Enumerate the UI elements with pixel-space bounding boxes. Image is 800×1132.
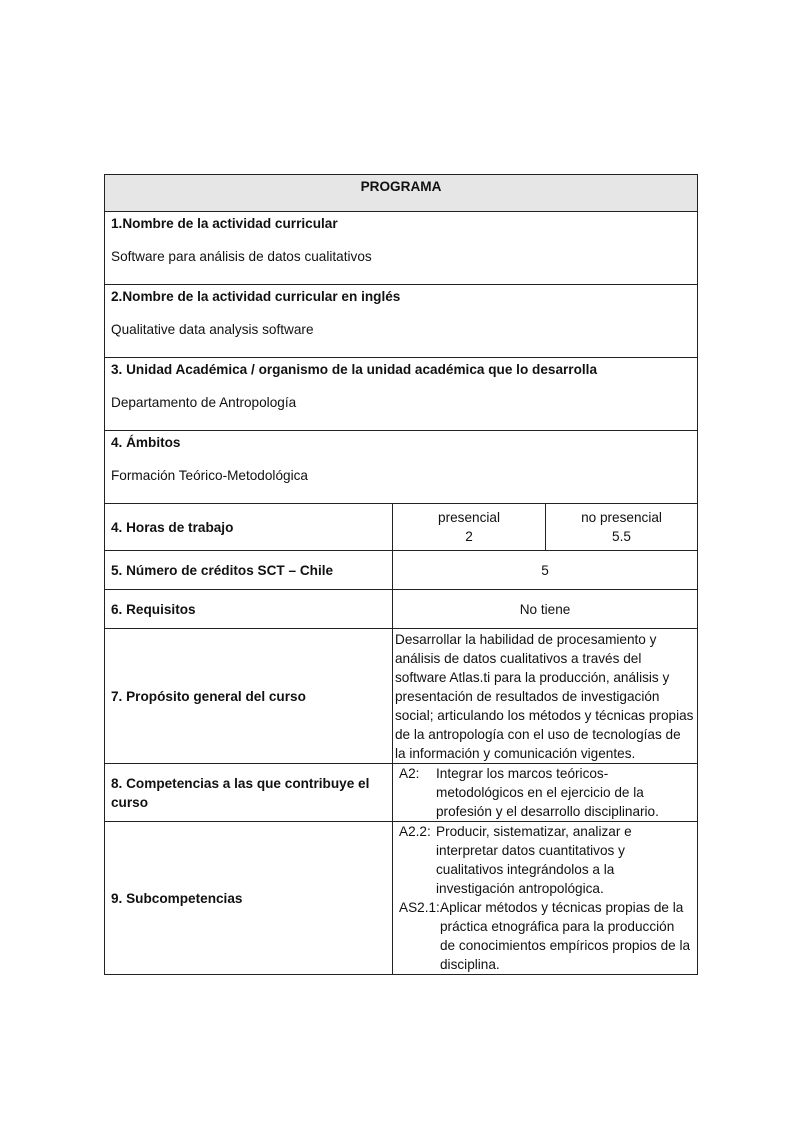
presencial-cell: [393, 504, 546, 551]
subcompetencies-list: [393, 822, 698, 975]
row-requirements: [105, 590, 698, 629]
competency-text: Integrar los marcos teóricos-metodológicos en el ejercicio de la profesión y el desarrollo disciplinario.: [436, 766, 659, 819]
no-presencial-label: no presencial: [581, 510, 662, 525]
list-item: [399, 764, 691, 821]
section-title: 4. Ámbitos: [111, 435, 181, 450]
row-purpose: [105, 629, 698, 764]
list-item: [399, 822, 691, 898]
row-subcompetencies: [105, 822, 698, 975]
subcompetency-text: Producir, sistematizar, analizar e interpretar datos cuantitativos y cualitativos integrándolos a la investigación antropológica.: [436, 824, 632, 896]
row-credits: [105, 551, 698, 590]
no-presencial-value: 5.5: [612, 529, 631, 544]
table-header: PROGRAMA: [105, 175, 698, 212]
section-value: Software para análisis de datos cualitativos: [111, 249, 372, 264]
section-title: 2.Nombre de la actividad curricular en inglés: [111, 289, 401, 304]
program-table: [104, 174, 698, 975]
section-title: 1.Nombre de la actividad curricular: [111, 216, 338, 231]
section-activity-name-english: [105, 285, 698, 358]
purpose-label: 7. Propósito general del curso: [105, 629, 393, 764]
subcompetencies-label: 9. Subcompetencias: [105, 822, 393, 975]
credits-label: 5. Número de créditos SCT – Chile: [105, 551, 393, 590]
competencies-list: [393, 764, 698, 822]
list-item: [399, 898, 691, 974]
subcompetency-code: A2.2:: [399, 824, 431, 839]
presencial-label: presencial: [438, 510, 500, 525]
competency-code: A2:: [399, 766, 420, 781]
purpose-value: Desarrollar la habilidad de procesamiento y análisis de datos cualitativos a través del software Atlas.ti para la producción, análisis y presentación de resultados de investigación social; articulando los métodos y técnicas propias de la antropología con el uso de tecnologías de la información y comunicación vigentes.: [393, 629, 698, 764]
section-activity-name: [105, 212, 698, 285]
section-ambitos: [105, 431, 698, 504]
subcompetency-text: Aplicar métodos y técnicas propias de la práctica etnográfica para la producción de conocimientos empíricos propios de la disciplina.: [440, 900, 691, 972]
section-value: Departamento de Antropología: [111, 395, 297, 410]
credits-value: 5: [393, 551, 698, 590]
work-hours-label: 4. Horas de trabajo: [105, 504, 393, 551]
row-competencies: [105, 764, 698, 822]
requirements-label: 6. Requisitos: [105, 590, 393, 629]
competencies-label: 8. Competencias a las que contribuye el curso: [105, 764, 393, 822]
section-value: Qualitative data analysis software: [111, 322, 314, 337]
presencial-value: 2: [465, 529, 473, 544]
subcompetency-code: AS2.1:: [399, 900, 440, 915]
row-work-hours: [105, 504, 698, 551]
section-academic-unit: [105, 358, 698, 431]
requirements-value: No tiene: [393, 590, 698, 629]
section-title: 3. Unidad Académica / organismo de la unidad académica que lo desarrolla: [111, 362, 598, 377]
no-presencial-cell: [546, 504, 698, 551]
section-value: Formación Teórico-Metodológica: [111, 468, 308, 483]
